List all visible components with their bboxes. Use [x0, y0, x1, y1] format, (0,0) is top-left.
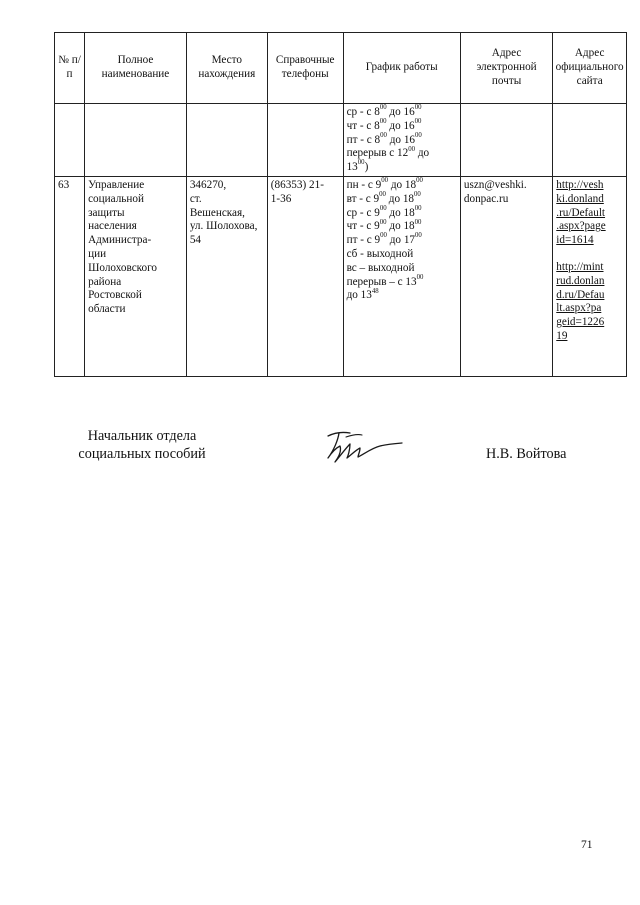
row-email-cell [460, 176, 552, 376]
cell-empty [460, 104, 552, 177]
continuation-schedule-cell [343, 104, 460, 177]
row-website-cell [553, 176, 627, 376]
row-schedule-cell [343, 176, 460, 376]
schedule-text: до 18 [386, 220, 415, 233]
institutions-table [54, 32, 627, 377]
table-header-row [55, 33, 627, 104]
schedule-text: сб - выходной [346, 247, 414, 260]
time-minutes: 00 [379, 118, 387, 126]
name-line: области [88, 303, 126, 316]
website-link-line: ki.donland [556, 192, 604, 205]
name-line: района [88, 275, 122, 288]
time-minutes: 00 [379, 191, 386, 199]
website-link-line: lt.aspx?pa [556, 302, 602, 315]
schedule-line [347, 106, 457, 120]
schedule-line [347, 234, 457, 248]
address-line: ул. Шолохова, [189, 220, 258, 233]
email-line: uszn@veshki. [463, 178, 527, 191]
email-line: donpac.ru [463, 192, 509, 205]
schedule-text: до 18 [388, 178, 417, 191]
time-minutes: 00 [416, 177, 423, 185]
schedule-text: чт - с 8 [346, 119, 380, 132]
cell-empty [55, 104, 85, 177]
signatory-name: Н.В. Войтова [486, 446, 567, 462]
time-minutes: 00 [415, 232, 422, 240]
schedule-line [346, 273, 457, 290]
address-line: 346270, [189, 178, 227, 191]
schedule-text: ) [364, 161, 369, 174]
name-line: Ростовской [88, 289, 142, 302]
address-line: 54 [189, 234, 202, 247]
schedule-line [346, 204, 457, 221]
row-number: 63 [55, 176, 85, 376]
time-minutes: 00 [414, 191, 421, 199]
signatory-title-line-2: социальных пособий [78, 445, 206, 462]
time-minutes: 00 [414, 118, 422, 126]
header-phones: Справочные телефоны [267, 33, 343, 104]
name-line: ции [88, 247, 107, 260]
time-minutes: 00 [416, 273, 424, 281]
address-line: Вешенская, [189, 206, 245, 219]
row-address-cell [186, 176, 267, 376]
table-row [55, 176, 627, 376]
row-phone-cell [267, 176, 343, 376]
phone-line: 1-36 [270, 192, 292, 205]
website-link-line: geid=1226 [556, 316, 605, 329]
page-number: 71 [581, 839, 593, 851]
schedule-text: до 18 [386, 206, 415, 219]
header-full-name: Полное наименование [85, 33, 187, 104]
name-line: защиты [88, 206, 125, 219]
schedule-line [346, 131, 457, 148]
schedule-text: до 17 [386, 234, 416, 247]
header-schedule: График работы [343, 33, 460, 104]
address-line: ст. [189, 192, 202, 205]
website-link-line: d.ru/Defau [556, 288, 605, 301]
schedule-line [347, 161, 457, 175]
time-minutes: 00 [380, 131, 387, 139]
website-link-line: .aspx?page [556, 220, 606, 233]
name-line: населения [88, 220, 137, 233]
time-minutes: 00 [414, 204, 422, 212]
time-minutes: 00 [357, 159, 365, 167]
schedule-text: до [415, 147, 430, 160]
schedule-text: пт - с 9 [346, 234, 381, 247]
schedule-text: пн - с 9 [346, 178, 382, 191]
header-website: Адрес официального сайта [553, 33, 627, 104]
time-minutes: 00 [380, 232, 387, 240]
schedule-text: вт - с 9 [346, 192, 380, 205]
schedule-text: до 18 [385, 192, 415, 205]
schedule-text: перерыв – с 13 [346, 275, 417, 288]
name-line: Администра- [88, 234, 152, 247]
time-minutes: 00 [379, 104, 387, 112]
header-number: № п/п [55, 33, 85, 104]
time-minutes: 00 [379, 218, 387, 226]
website-link-line: .ru/Default [556, 206, 606, 219]
website-link-line: id=1614 [556, 234, 594, 247]
website-link-line: rud.donlan [556, 274, 605, 287]
time-minutes: 00 [414, 104, 422, 112]
row-email [464, 179, 549, 207]
schedule-text: ср - с 8 [346, 106, 380, 118]
schedule-lines [347, 106, 457, 175]
schedule-line [347, 220, 457, 234]
header-email: Адрес электронной почты [460, 33, 552, 104]
handwritten-signature [322, 424, 404, 464]
signatory-title-line-1: Начальник отдела [87, 428, 197, 444]
continuation-row [55, 104, 627, 177]
schedule-text: чт - с 9 [346, 220, 380, 233]
schedule-line [347, 179, 457, 193]
schedule-line [347, 248, 457, 262]
schedule-line [347, 120, 457, 134]
phone-line: (86353) 21- [270, 178, 324, 191]
time-minutes: 00 [415, 131, 422, 139]
schedule-text: до 13 [346, 289, 372, 302]
time-minutes: 00 [414, 218, 422, 226]
cell-empty [553, 104, 627, 177]
schedule-text: ср - с 9 [346, 206, 380, 219]
row-name [88, 179, 183, 317]
schedule-lines [347, 179, 457, 303]
name-line: Шолоховского [88, 261, 158, 274]
time-minutes: 00 [379, 204, 387, 212]
cell-empty [186, 104, 267, 177]
cell-empty [85, 104, 187, 177]
schedule-text: до 16 [386, 119, 415, 132]
website-link-line: http://mint [556, 260, 604, 273]
name-line: социальной [88, 192, 144, 205]
website-link[interactable] [556, 179, 623, 248]
signatory-title [62, 428, 222, 463]
schedule-text: до 16 [386, 133, 416, 146]
row-name-cell [85, 176, 187, 376]
schedule-text: до 16 [386, 106, 415, 118]
website-link-line: 19 [556, 329, 568, 342]
schedule-line [347, 289, 457, 303]
schedule-text: 13 [346, 161, 358, 174]
row-websites [556, 179, 623, 344]
header-location: Место нахождения [186, 33, 267, 104]
cell-empty [267, 104, 343, 177]
schedule-text: пт - с 8 [346, 133, 381, 146]
schedule-text: перерыв с 12 [346, 147, 409, 160]
row-address [190, 179, 264, 248]
time-minutes: 48 [371, 287, 379, 295]
schedule-text: вс – выходной [346, 261, 415, 274]
row-phone [271, 179, 340, 207]
name-line: Управление [88, 178, 145, 191]
time-minutes: 00 [381, 177, 389, 185]
website-link[interactable] [556, 261, 623, 344]
schedule-line [347, 262, 457, 276]
schedule-line [347, 193, 457, 207]
website-link-line: http://vesh [556, 178, 604, 191]
time-minutes: 00 [408, 145, 416, 153]
